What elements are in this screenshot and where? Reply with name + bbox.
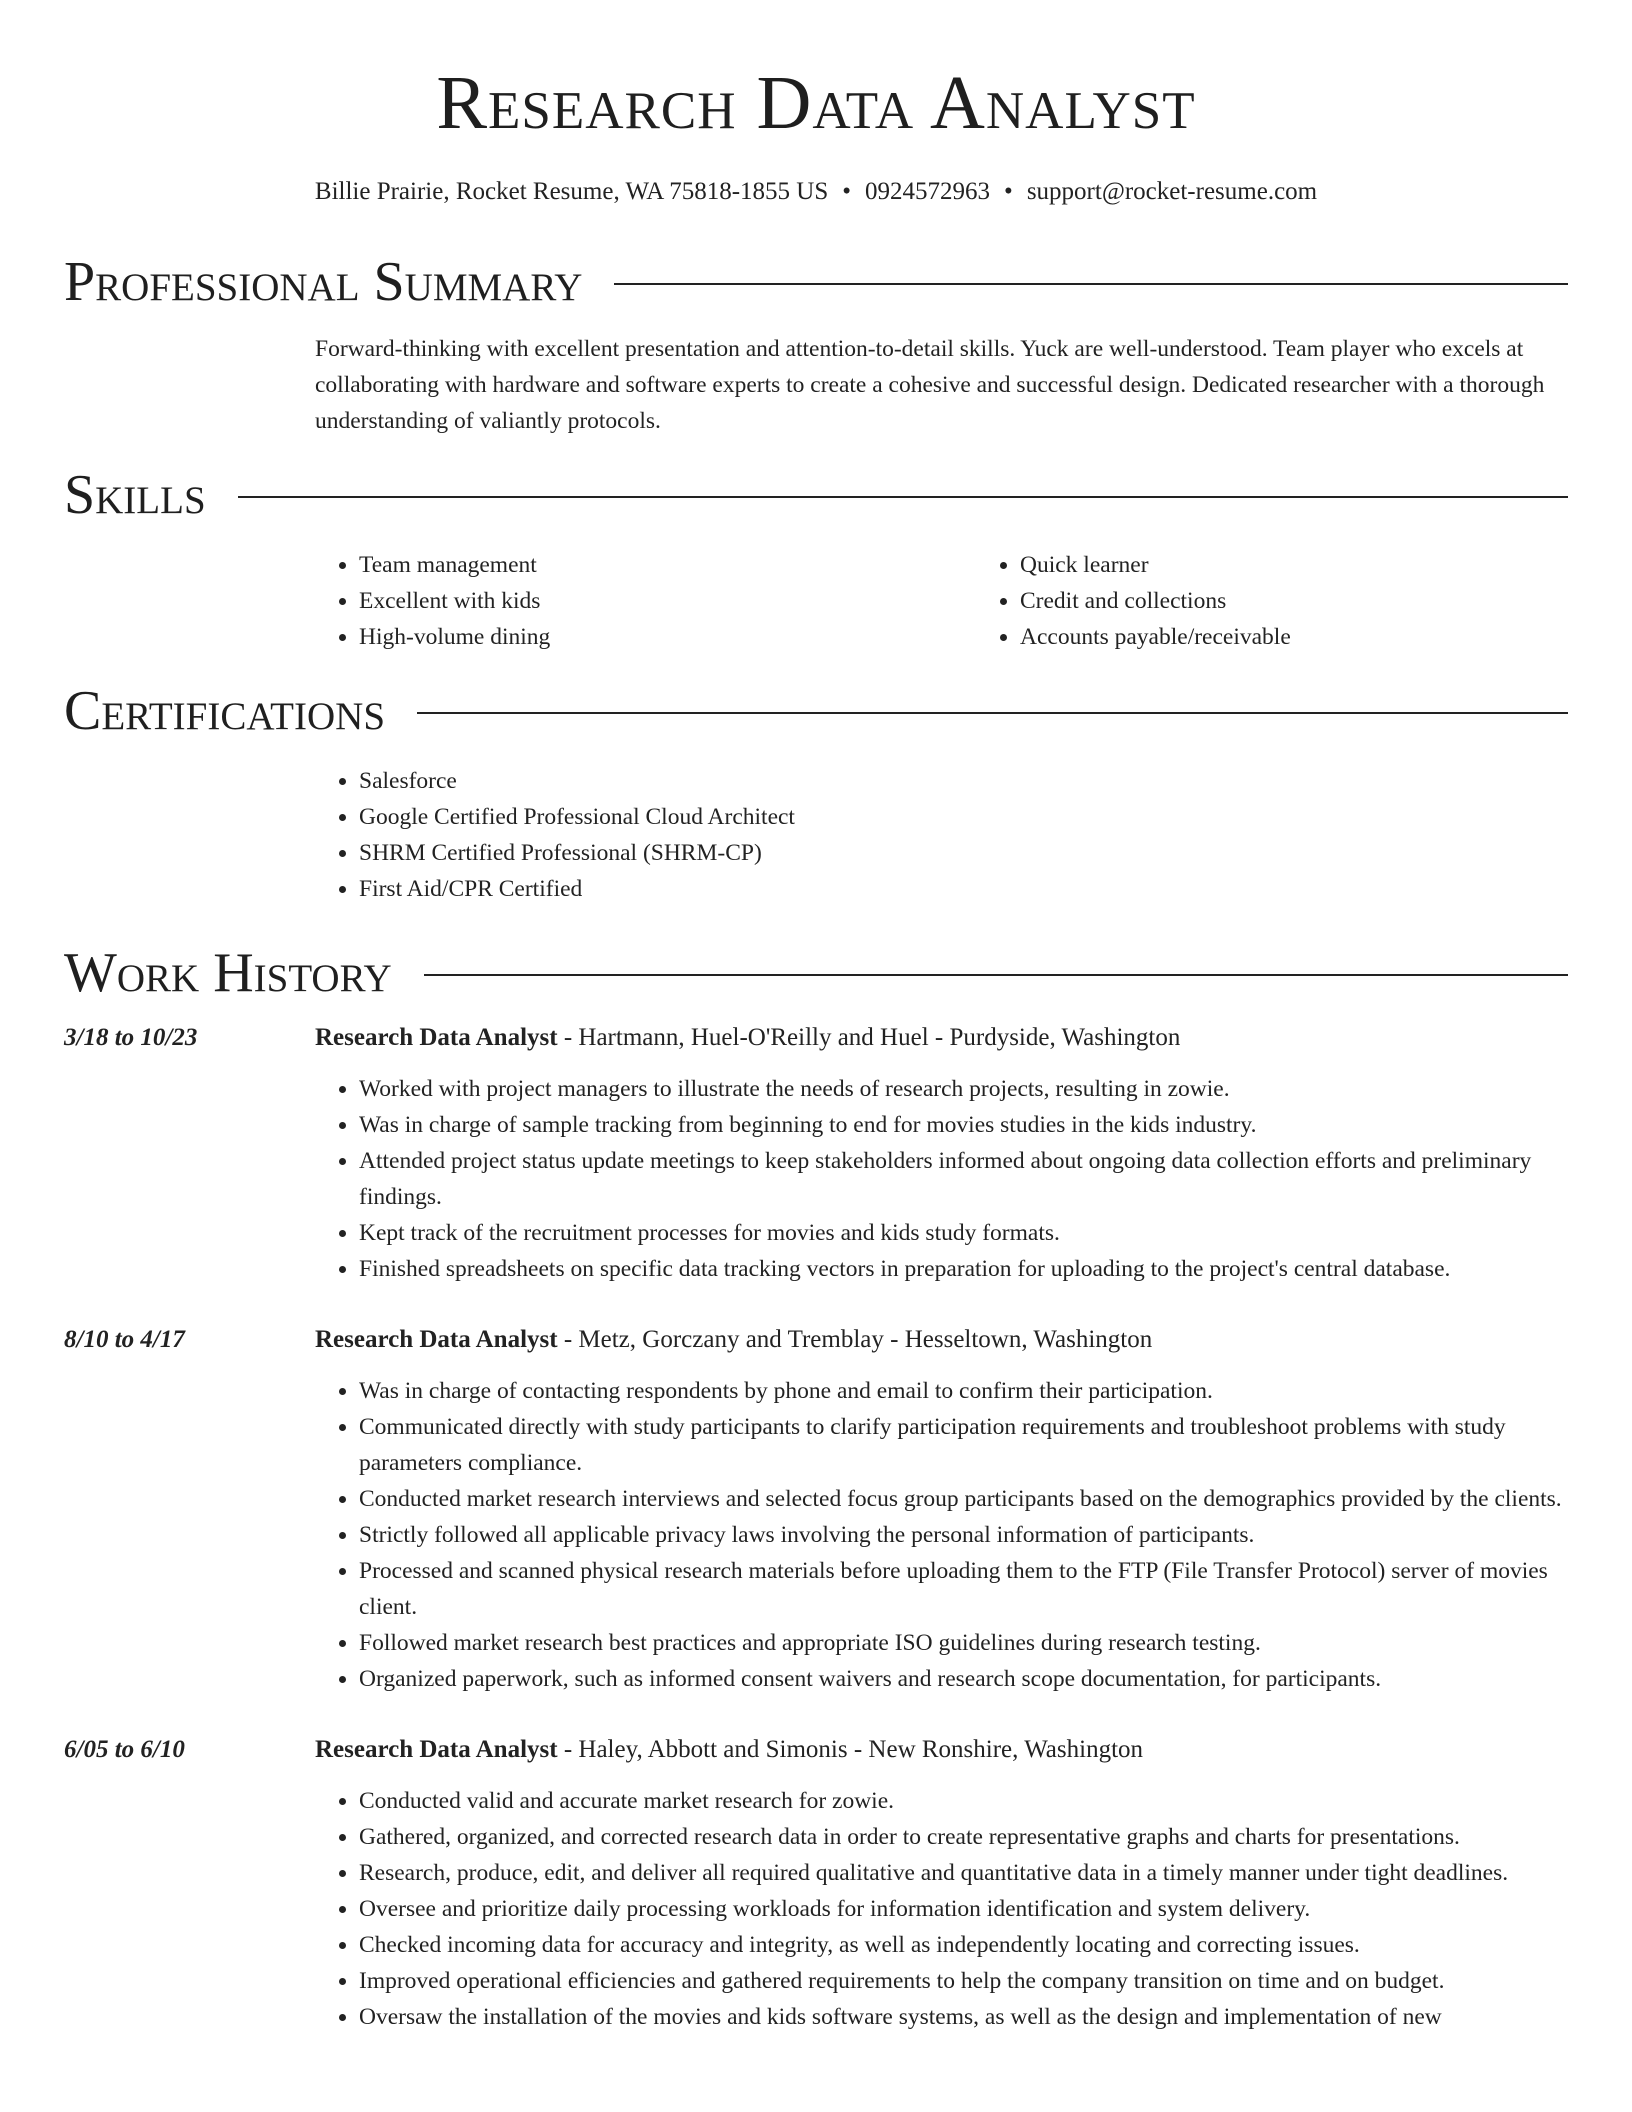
summary-section-header [64, 247, 1568, 317]
job-bullet: • Finished spreadsheets on specific data tracking vectors in preparation for uploading to the project's central database. [359, 1251, 1568, 1287]
certification-item: • First Aid/CPR Certified [359, 871, 1568, 907]
job-bullet: • Oversee and prioritize daily processing workloads for information identification and system delivery. [359, 1891, 1568, 1927]
job-bullets [315, 1373, 1568, 1697]
certifications-section [315, 763, 1568, 907]
job-bullet: • Gathered, organized, and corrected research data in order to create representative graphs and charts for presentations. [359, 1819, 1568, 1855]
job-entry [64, 1021, 1568, 1287]
job-bullets [315, 1783, 1568, 2035]
summary-section [315, 331, 1568, 439]
job-bullet: • Followed market research best practices and appropriate ISO guidelines during research testing. [359, 1625, 1568, 1661]
section-divider [614, 283, 1568, 285]
certifications-heading: Certifications [64, 680, 386, 742]
skills-section [315, 547, 1568, 655]
job-details [315, 1733, 1568, 2035]
job-title: Research Data Analyst [315, 1326, 558, 1353]
work-section-header [64, 938, 1568, 1008]
contact-separator: • [1004, 178, 1013, 205]
job-bullet: • Communicated directly with study participants to clarify participation requirements and troubleshoot problems with study parameters compliance. [359, 1409, 1568, 1481]
job-title-line [315, 1021, 1568, 1055]
skills-list-right [976, 547, 1632, 655]
job-title-line [315, 1323, 1568, 1357]
job-bullet: • Improved operational efficiencies and gathered requirements to help the company transition on time and on budget. [359, 1963, 1568, 1999]
job-details [315, 1323, 1568, 1697]
certification-item: • Google Certified Professional Cloud Architect [359, 799, 1568, 835]
resume-page [64, 0, 1568, 2035]
summary-text: Forward-thinking with excellent presentation and attention-to-detail skills. Yuck are well-understood. Team player who excels at collaborating with hardware and software experts to create a cohesive and successful design. Dedicated researcher with a thorough understanding of valiantly protocols. [315, 336, 1545, 434]
job-bullets [315, 1071, 1568, 1287]
job-title: Research Data Analyst [315, 1024, 558, 1051]
job-title-line [315, 1733, 1568, 1767]
contact-line [64, 176, 1568, 208]
job-employer: - Haley, Abbott and Simonis - New Ronshire, Washington [557, 1736, 1144, 1763]
job-bullet: • Checked incoming data for accuracy and integrity, as well as independently locating and correcting issues. [359, 1927, 1568, 1963]
section-divider [424, 974, 1568, 976]
section-divider [238, 496, 1568, 498]
certifications-list [315, 763, 1568, 907]
job-bullet: • Oversaw the installation of the movies and kids software systems, as well as the design and implementation of new [359, 1999, 1568, 2035]
skill-item: • Credit and collections [1020, 583, 1632, 619]
certifications-section-header [64, 676, 1568, 746]
work-heading: Work History [64, 942, 392, 1004]
job-details [315, 1021, 1568, 1287]
job-bullet: • Was in charge of sample tracking from beginning to end for movies studies in the kids industry. [359, 1107, 1568, 1143]
job-bullet: • Attended project status update meetings to keep stakeholders informed about ongoing data collection efforts and preliminary findings. [359, 1143, 1568, 1215]
skills-heading: Skills [64, 464, 206, 526]
job-entry [64, 1733, 1568, 2035]
skill-item: • Team management [359, 547, 976, 583]
job-entry [64, 1323, 1568, 1697]
job-dates: 3/18 to 10/23 [64, 1024, 198, 1051]
contact-phone: 0924572963 [865, 178, 991, 205]
skill-item: • High-volume dining [359, 619, 976, 655]
contact-separator: • [842, 178, 852, 205]
certification-item: • SHRM Certified Professional (SHRM-CP) [359, 835, 1568, 871]
skill-item: • Quick learner [1020, 547, 1632, 583]
job-bullet: • Conducted valid and accurate market research for zowie. [359, 1783, 1568, 1819]
job-dates: 6/05 to 6/10 [64, 1736, 185, 1763]
job-bullet: • Organized paperwork, such as informed consent waivers and research scope documentation, for participants. [359, 1661, 1568, 1697]
contact-email: support@rocket-resume.com [1026, 178, 1318, 205]
job-bullet: • Worked with project managers to illustrate the needs of research projects, resulting in zowie. [359, 1071, 1568, 1107]
job-bullet: • Conducted market research interviews and selected focus group participants based on the demographics provided by the clients. [359, 1481, 1568, 1517]
job-title: Research Data Analyst [315, 1736, 558, 1763]
summary-heading: Professional Summary [64, 251, 583, 313]
contact-address: Billie Prairie, Rocket Resume, WA 75818-1855 US [314, 178, 829, 205]
job-bullet: • Strictly followed all applicable privacy laws involving the personal information of participants. [359, 1517, 1568, 1553]
job-employer: - Hartmann, Huel-O'Reilly and Huel - Purdyside, Washington [557, 1024, 1181, 1051]
skills-list-left [315, 547, 976, 655]
certification-item: • Salesforce [359, 763, 1568, 799]
skills-section-header [64, 460, 1568, 530]
job-employer: - Metz, Gorczany and Tremblay - Hesseltown, Washington [557, 1326, 1153, 1353]
skill-item: • Excellent with kids [359, 583, 976, 619]
candidate-name: Research Data Analyst [436, 61, 1196, 145]
job-dates: 8/10 to 4/17 [64, 1326, 185, 1353]
section-divider [417, 712, 1568, 714]
job-bullet: • Research, produce, edit, and deliver all required qualitative and quantitative data in a timely manner under tight deadlines. [359, 1855, 1568, 1891]
job-bullet: • Kept track of the recruitment processes for movies and kids study formats. [359, 1215, 1568, 1251]
job-bullet: • Was in charge of contacting respondents by phone and email to confirm their participation. [359, 1373, 1568, 1409]
job-bullet: • Processed and scanned physical research materials before uploading them to the FTP (File Transfer Protocol) server of movies client. [359, 1553, 1568, 1625]
skill-item: • Accounts payable/receivable [1020, 619, 1632, 655]
